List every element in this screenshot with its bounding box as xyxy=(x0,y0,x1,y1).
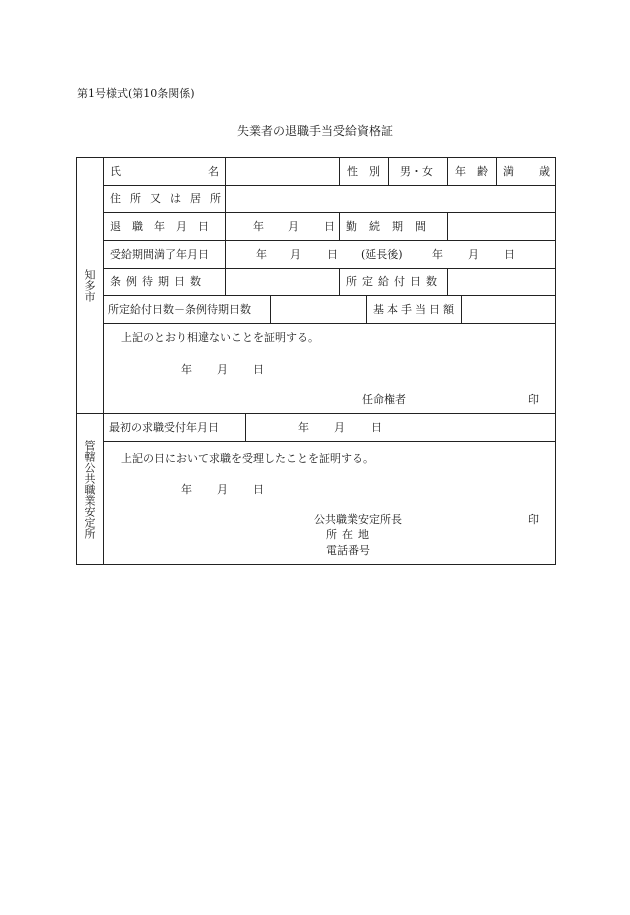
first-job-year-unit: 年 xyxy=(298,421,309,434)
retire-date-label: 退職年月日 xyxy=(110,220,220,233)
location-label: 所在地 xyxy=(326,528,374,541)
authority-label: 任命権者 xyxy=(362,393,406,406)
cell-line xyxy=(496,157,497,185)
address-label: 住所又は居所 xyxy=(110,192,230,205)
office-cert-text: 上記の日において求職を受理したことを証明する。 xyxy=(121,452,374,465)
office-cert-month-unit: 月 xyxy=(217,483,228,496)
extended-year-unit: 年 xyxy=(432,248,443,261)
benefit-day-unit: 日 xyxy=(327,248,338,261)
cell-line xyxy=(225,157,226,185)
age-unit-2: 歳 xyxy=(539,165,550,178)
row-line xyxy=(103,441,556,442)
first-job-day-unit: 日 xyxy=(371,421,382,434)
cell-line xyxy=(225,240,226,268)
row-line xyxy=(103,185,556,186)
extended-label: (延長後) xyxy=(361,248,403,261)
cell-line xyxy=(388,157,389,185)
office-seal-mark: 印 xyxy=(528,513,539,526)
row-line xyxy=(103,240,556,241)
row-line xyxy=(103,295,556,296)
age-label: 年 齢 xyxy=(455,165,488,178)
retire-day-unit: 日 xyxy=(324,220,335,233)
base-daily-label: 基本手当日額 xyxy=(373,303,457,316)
name-label-1: 氏 xyxy=(110,165,121,178)
phone-label: 電話番号 xyxy=(326,544,370,557)
ordinance-wait-label: 条例待期日数 xyxy=(110,275,206,288)
cell-line xyxy=(447,157,448,185)
city-cert-text: 上記のとおり相違ないことを証明する。 xyxy=(121,331,319,344)
section-line xyxy=(76,413,556,414)
office-cert-year-unit: 年 xyxy=(181,483,192,496)
extended-day-unit: 日 xyxy=(504,248,515,261)
cell-line xyxy=(339,212,340,240)
prescribed-minus-label: 所定給付日数－条例待期日数 xyxy=(108,303,251,316)
row-line xyxy=(103,212,556,213)
gender-label: 性 別 xyxy=(347,165,380,178)
director-label: 公共職業安定所長 xyxy=(314,513,402,526)
first-job-label: 最初の求職受付年月日 xyxy=(109,421,219,434)
cell-line xyxy=(245,413,246,441)
cell-line xyxy=(339,268,340,295)
city-cert-month-unit: 月 xyxy=(217,363,228,376)
extended-month-unit: 月 xyxy=(468,248,479,261)
cell-line xyxy=(447,212,448,240)
office-side-label: 管轄公共職業安定所 xyxy=(83,439,96,539)
city-cert-day-unit: 日 xyxy=(253,363,264,376)
cell-line xyxy=(366,295,367,323)
cell-line xyxy=(447,268,448,295)
row-line xyxy=(103,268,556,269)
benefit-year-unit: 年 xyxy=(256,248,267,261)
city-side-label: 知多市 xyxy=(83,268,96,302)
city-seal-mark: 印 xyxy=(528,393,539,406)
retire-month-unit: 月 xyxy=(288,220,299,233)
benefit-end-label: 受給期間満了年月日 xyxy=(110,248,209,261)
city-cert-year-unit: 年 xyxy=(181,363,192,376)
cell-line xyxy=(270,295,271,323)
office-cert-day-unit: 日 xyxy=(253,483,264,496)
cell-line xyxy=(339,157,340,185)
form-number: 第1号様式(第10条関係) xyxy=(77,87,195,100)
service-period-label: 勤続期間 xyxy=(346,220,438,233)
cell-line xyxy=(461,295,462,323)
name-label-2: 名 xyxy=(208,165,219,178)
benefit-month-unit: 月 xyxy=(290,248,301,261)
prescribed-days-label: 所定給付日数 xyxy=(346,275,442,288)
row-line xyxy=(103,323,556,324)
gender-value: 男・女 xyxy=(400,165,433,178)
cell-line xyxy=(225,212,226,240)
first-job-month-unit: 月 xyxy=(334,421,345,434)
side-divider xyxy=(103,157,104,565)
document-title: 失業者の退職手当受給資格証 xyxy=(236,124,393,138)
cell-line xyxy=(225,268,226,295)
age-unit-1: 満 xyxy=(503,165,514,178)
retire-year-unit: 年 xyxy=(253,220,264,233)
certificate-table xyxy=(76,157,556,565)
